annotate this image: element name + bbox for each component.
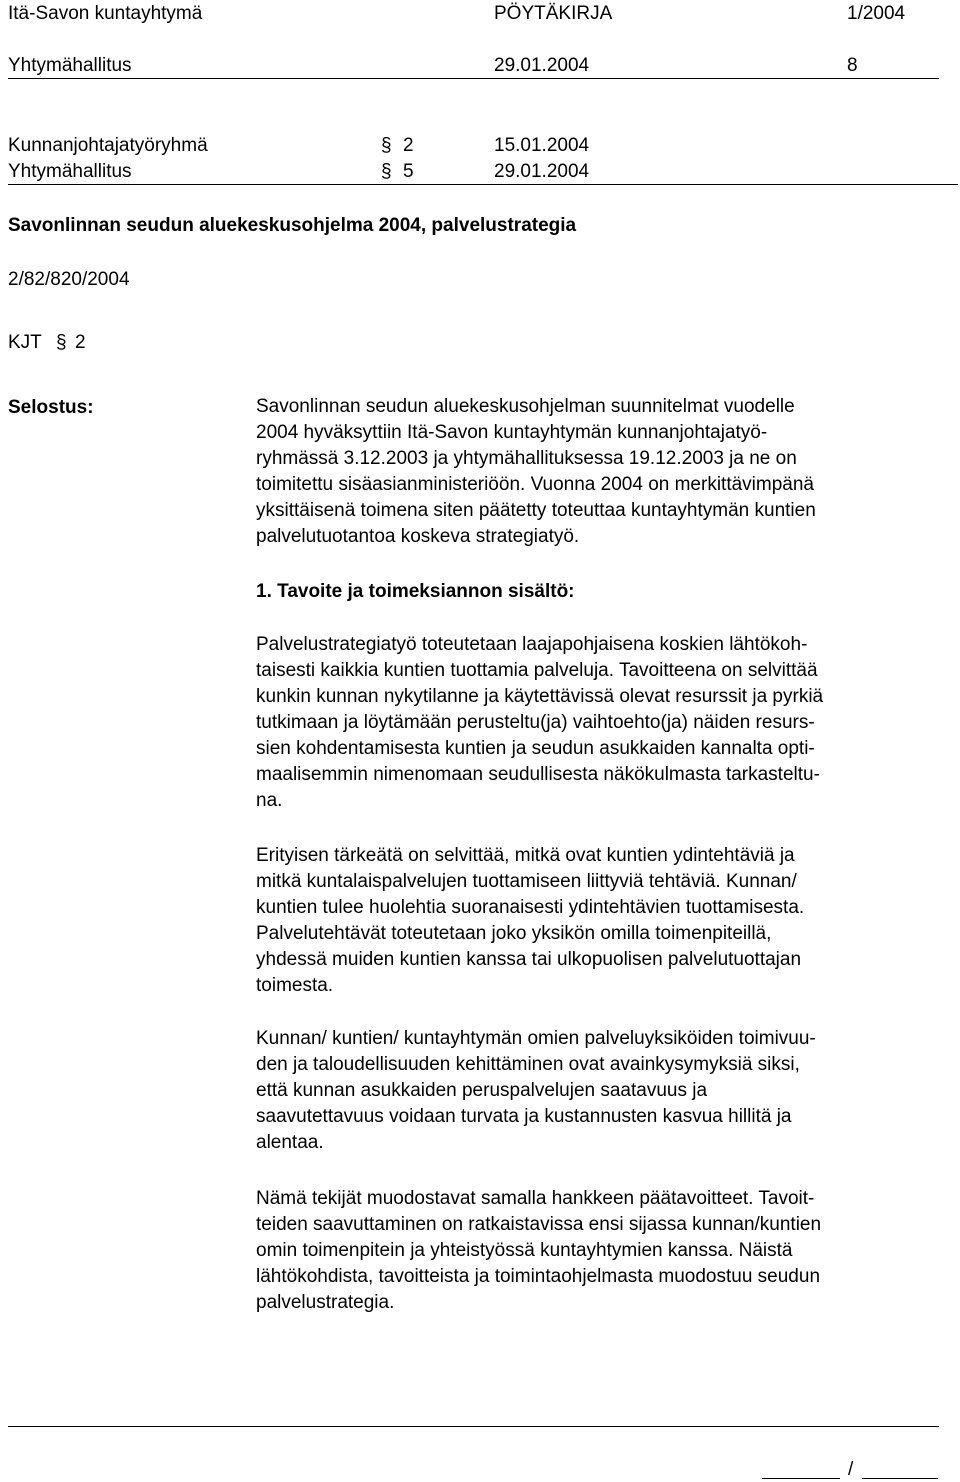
- history-date: 15.01.2004: [494, 135, 590, 156]
- page-number: 8: [847, 55, 858, 76]
- text-line: Palvelutehtävät toteutetaan joko yksikön omilla toimenpiteillä,: [256, 923, 772, 944]
- org-name: Itä-Savon kuntayhtymä: [8, 3, 203, 24]
- text-line: kuntien tulee huolehtia suoranaisesti ydintehtävien tuottamisesta.: [256, 897, 805, 918]
- text-line: maalisemmin nimenomaan seudullisesta näkökulmasta tarkasteltu-: [256, 764, 820, 785]
- text-line: yhdessä muiden kuntien kanssa tai ulkopuolisen palvelutuottajan: [256, 949, 802, 970]
- text-line: teiden saavuttaminen on ratkaistavissa ensi sijassa kunnan/kuntien: [256, 1214, 822, 1235]
- text-line: Palvelustrategiatyö toteutetaan laajapohjaisena koskien lähtökoh-: [256, 634, 808, 655]
- development-paragraph: [256, 1026, 946, 1156]
- text-line: taisesti kaikkia kuntien tuottamia palveluja. Tavoitteena on selvittää: [256, 660, 818, 681]
- kjt-num: 2: [75, 332, 86, 353]
- header-rule: [8, 78, 939, 79]
- text-line: Kunnan/ kuntien/ kuntayhtymän omien palveluyksiköiden toimivuu-: [256, 1028, 816, 1049]
- signature-separator: /: [848, 1459, 854, 1480]
- history-num: 5: [403, 161, 414, 182]
- doc-number: 1/2004: [847, 3, 906, 24]
- intro-paragraph: [256, 394, 946, 550]
- signature-line-left: [762, 1478, 840, 1479]
- text-line: saavutettavuus voidaan turvata ja kustannusten kasvua hillitä ja: [256, 1106, 792, 1127]
- history-num: 2: [403, 135, 414, 156]
- text-line: palvelutuotantoa koskeva strategiatyö.: [256, 526, 580, 547]
- text-line: 2004 hyväksyttiin Itä-Savon kuntayhtymän kunnanjohtajatyö-: [256, 422, 768, 443]
- text-line: että kunnan asukkaiden peruspalvelujen saatavuus ja: [256, 1080, 708, 1101]
- text-line: ryhmässä 3.12.2003 ja yhtymähallituksessa 19.12.2003 ja ne on: [256, 448, 797, 469]
- text-line: lähtökohdista, tavoitteista ja toimintaohjelmasta muodostuu seudun: [256, 1266, 821, 1287]
- history-body: Yhtymähallitus: [8, 161, 132, 182]
- selostus-label: Selostus:: [8, 397, 94, 418]
- text-line: mitkä kuntalaispalvelujen tuottamiseen liittyviä tehtäviä. Kunnan/: [256, 871, 797, 892]
- text-line: toimitettu sisäasianministeriöön. Vuonna 2004 on merkittävimpänä: [256, 474, 814, 495]
- text-line: den ja taloudellisuuden kehittäminen ovat avainkysymyksiä siksi,: [256, 1054, 800, 1075]
- text-line: alentaa.: [256, 1132, 324, 1153]
- section-symbol: §: [381, 161, 392, 182]
- agenda-title: Savonlinnan seudun aluekeskusohjelma 2004, palvelustrategia: [8, 215, 577, 236]
- text-line: Savonlinnan seudun aluekeskusohjelman suunnitelmat vuodelle: [256, 396, 795, 417]
- text-line: omin toimenpitein ja yhteistyössä kuntayhtymien kanssa. Näistä: [256, 1240, 793, 1261]
- section-symbol: §: [381, 135, 392, 156]
- objectives-paragraph: [256, 1186, 946, 1316]
- text-line: palvelustrategia.: [256, 1292, 395, 1313]
- history-rule: [8, 184, 958, 185]
- text-line: tutkimaan ja löytämään perusteltu(ja) vaihtoehto(ja) näiden resurs-: [256, 712, 815, 733]
- text-line: na.: [256, 790, 283, 811]
- text-line: sien kohdentamisesta kuntien ja seudun asukkaiden kannalta opti-: [256, 738, 815, 759]
- kjt-label: KJT: [8, 332, 42, 353]
- history-body: Kunnanjohtajatyöryhmä: [8, 135, 208, 156]
- core-tasks-paragraph: [256, 843, 946, 999]
- text-line: yksittäisenä toimena siten päätetty toteuttaa kuntayhtymän kuntien: [256, 500, 816, 521]
- footer-rule: [8, 1426, 939, 1427]
- signature-line-right: [862, 1478, 938, 1479]
- text-line: kunkin kunnan nykytilanne ja käytettävissä olevat resurssit ja pyrkiä: [256, 686, 824, 707]
- goal-paragraph: [256, 632, 946, 814]
- section-heading: 1. Tavoite ja toimeksiannon sisältö:: [256, 581, 575, 602]
- text-line: toimesta.: [256, 975, 334, 996]
- text-line: Erityisen tärkeätä on selvittää, mitkä ovat kuntien ydintehtäviä ja: [256, 845, 795, 866]
- meeting-date: 29.01.2004: [494, 55, 590, 76]
- history-date: 29.01.2004: [494, 161, 590, 182]
- file-number: 2/82/820/2004: [8, 269, 130, 290]
- meeting-body: Yhtymähallitus: [8, 55, 132, 76]
- doc-type: PÖYTÄKIRJA: [494, 3, 613, 24]
- text-line: Nämä tekijät muodostavat samalla hankkeen päätavoitteet. Tavoit-: [256, 1188, 815, 1209]
- section-symbol: §: [56, 332, 67, 353]
